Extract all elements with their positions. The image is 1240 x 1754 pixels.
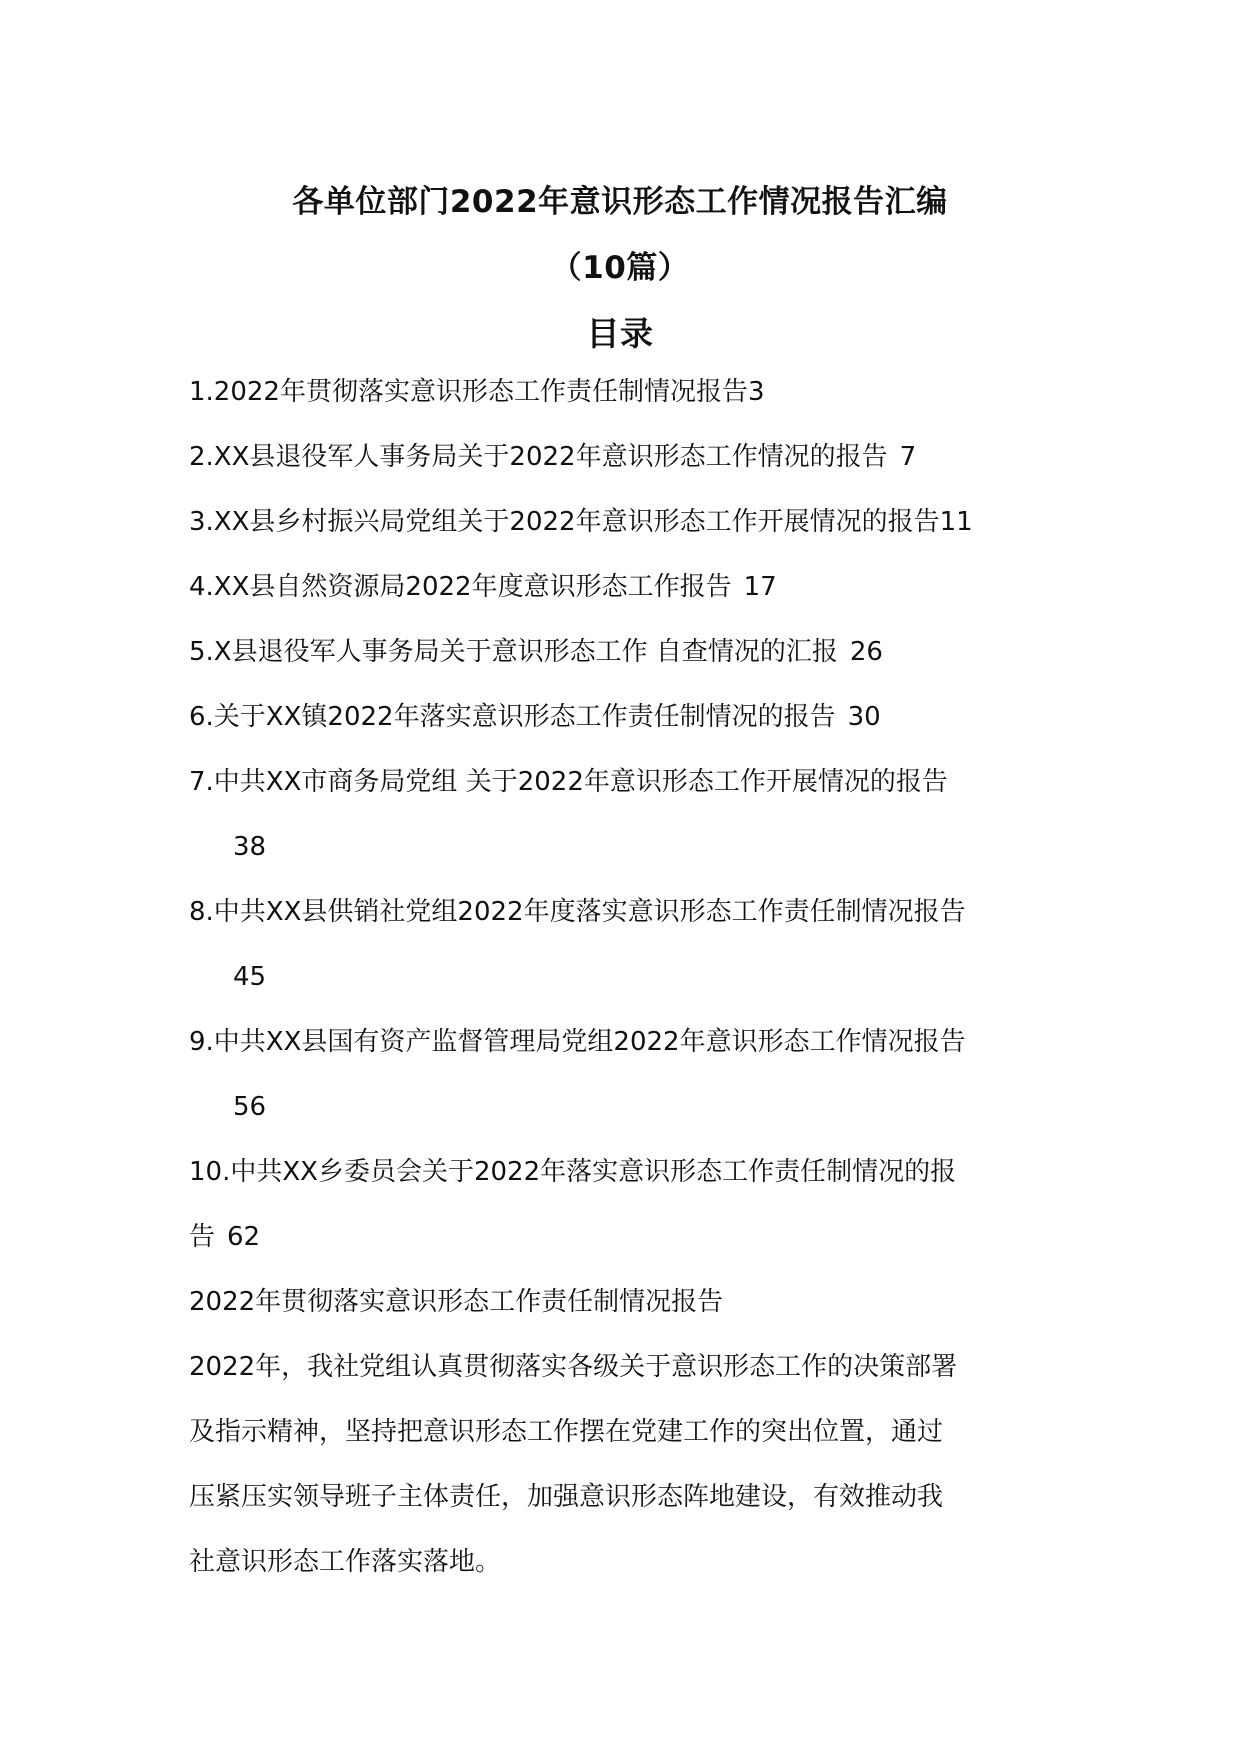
toc-entry-page: 7 xyxy=(899,442,917,472)
toc-entry-page-line[interactable] xyxy=(233,959,266,995)
document-title: 各单位部门2022年意识形态工作情况报告汇编 xyxy=(292,184,948,220)
toc-entry-text: 5.X县退役军人事务局关于意识形态工作 自查情况的汇报 xyxy=(189,637,838,667)
toc-entry-continuation[interactable] xyxy=(189,1219,260,1255)
toc-heading: 目录 xyxy=(586,314,654,353)
toc-entry[interactable] xyxy=(189,439,916,475)
paragraph-line: 社意识形态工作落实落地。 xyxy=(189,1547,502,1577)
document-subtitle: （10篇） xyxy=(550,250,690,286)
toc-entry-page: 11 xyxy=(939,507,973,537)
toc-entry-text: 2.XX县退役军人事务局关于2022年意识形态工作情况的报告 xyxy=(189,442,888,472)
toc-entry[interactable] xyxy=(189,634,883,670)
toc-entry-page-line[interactable] xyxy=(233,1089,266,1125)
toc-entry-text: 告 xyxy=(189,1222,216,1252)
toc-entry-page: 30 xyxy=(847,702,881,732)
paragraph-line: 2022年，我社党组认真贯彻落实各级关于意识形态工作的决策部署 xyxy=(189,1352,958,1382)
toc-entry-text: 8.中共XX县供销社党组2022年度落实意识形态工作责任制情况报告 xyxy=(189,897,966,927)
toc-entry-page: 26 xyxy=(849,637,883,667)
toc-entry-text: 7.中共XX市商务局党组 关于2022年意识形态工作开展情况的报告 xyxy=(189,767,948,797)
toc-entry[interactable] xyxy=(189,764,948,800)
toc-entry-page-line[interactable] xyxy=(233,829,266,865)
toc-entry-page: 56 xyxy=(233,1092,267,1122)
toc-entry[interactable] xyxy=(189,504,973,540)
toc-entry[interactable] xyxy=(189,374,765,410)
toc-entry-text: 1.2022年贯彻落实意识形态工作责任制情况报告 xyxy=(189,377,748,407)
toc-entry-text: 10.中共XX乡委员会关于2022年落实意识形态工作责任制情况的报 xyxy=(189,1157,957,1187)
toc-entry-page: 3 xyxy=(747,377,765,407)
toc-entry-page: 45 xyxy=(233,962,267,992)
paragraph-line: 及指示精神，坚持把意识形态工作摆在党建工作的突出位置，通过 xyxy=(189,1417,944,1447)
toc-entry-page: 17 xyxy=(743,572,777,602)
toc-entry-text: 4.XX县自然资源局2022年度意识形态工作报告 xyxy=(189,572,732,602)
toc-entry-text: 6.关于XX镇2022年落实意识形态工作责任制情况的报告 xyxy=(189,702,836,732)
toc-entry-page: 62 xyxy=(227,1222,261,1252)
section-title: 2022年贯彻落实意识形态工作责任制情况报告 xyxy=(189,1287,724,1317)
toc-entry[interactable] xyxy=(189,894,966,930)
toc-entry-page: 38 xyxy=(233,832,267,862)
toc-entry[interactable] xyxy=(189,699,881,735)
paragraph-line: 压紧压实领导班子主体责任，加强意识形态阵地建设，有效推动我 xyxy=(189,1482,944,1512)
toc-entry-text: 9.中共XX县国有资产监督管理局党组2022年意识形态工作情况报告 xyxy=(189,1027,966,1057)
toc-entry[interactable] xyxy=(189,1024,966,1060)
toc-entry-text: 3.XX县乡村振兴局党组关于2022年意识形态工作开展情况的报告 xyxy=(189,507,940,537)
toc-entry[interactable] xyxy=(189,569,777,605)
toc-entry[interactable] xyxy=(189,1154,956,1190)
